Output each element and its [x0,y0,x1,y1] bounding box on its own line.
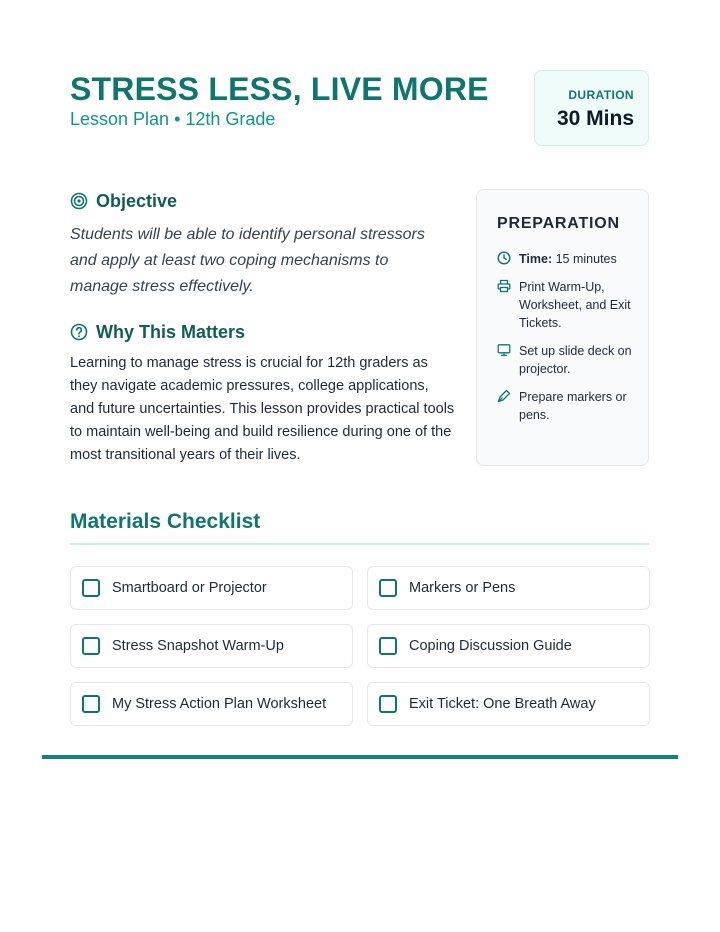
prep-item-text: Set up slide deck on projector. [519,344,632,376]
prep-item-text: Print Warm-Up, Worksheet, and Exit Tickets. [519,280,631,330]
materials-checklist [70,566,650,726]
checkbox[interactable] [82,579,100,597]
prep-item [497,388,632,424]
prep-time-value: 15 minutes [555,252,617,266]
prep-item-time [497,250,632,268]
checklist-item-label: Markers or Pens [409,580,516,596]
objective-text: Students will be able to identify personal stressors and apply at least two coping mechanisms to manage stress effectively. [70,226,425,295]
prep-item [497,278,632,332]
why-heading-label: Why This Matters [96,322,246,342]
materials-title: Materials Checklist [70,510,261,533]
prep-time-label: Time: [519,252,553,266]
page-title: STRESS LESS, LIVE MORE [70,71,489,107]
target-icon [70,192,88,210]
checklist-item-label: My Stress Action Plan Worksheet [112,696,327,712]
clock-icon [497,251,511,265]
duration-label: DURATION [568,88,634,102]
materials-divider [70,543,649,545]
objective-heading-label: Objective [96,191,178,211]
why-heading [70,321,245,343]
checkbox[interactable] [379,695,397,713]
printer-icon [497,279,511,293]
page-subtitle: Lesson Plan • 12th Grade [70,109,276,129]
objective-heading [70,190,177,212]
checklist-item-label: Exit Ticket: One Breath Away [409,696,596,712]
checklist-item-label: Smartboard or Projector [112,580,267,596]
checklist-item[interactable] [70,566,353,610]
checkbox[interactable] [379,637,397,655]
footer-divider [42,755,678,759]
checklist-item[interactable] [70,682,353,726]
prep-item [497,342,632,378]
checklist-item[interactable] [70,624,353,668]
checklist-item-label: Coping Discussion Guide [409,638,572,654]
checklist-item[interactable] [367,624,650,668]
prep-item-text: Prepare markers or pens. [519,390,627,422]
duration-box [534,70,649,146]
pen-icon [497,389,511,403]
checklist-item-label: Stress Snapshot Warm-Up [112,638,284,654]
checkbox[interactable] [379,579,397,597]
preparation-panel [476,189,649,466]
monitor-icon [497,343,511,357]
question-circle-icon [70,323,88,341]
checkbox[interactable] [82,695,100,713]
checklist-item[interactable] [367,566,650,610]
checklist-item[interactable] [367,682,650,726]
why-text: Learning to manage stress is crucial for 12th graders as they navigate academic pressures, college applications, and future uncertainties. This lesson provides practical tools to maintain well-being and build resilience during one of the most transitional years of their lives. [70,355,455,463]
checkbox[interactable] [82,637,100,655]
duration-value: 30 Mins [556,107,634,130]
preparation-title: PREPARATION [497,215,620,232]
